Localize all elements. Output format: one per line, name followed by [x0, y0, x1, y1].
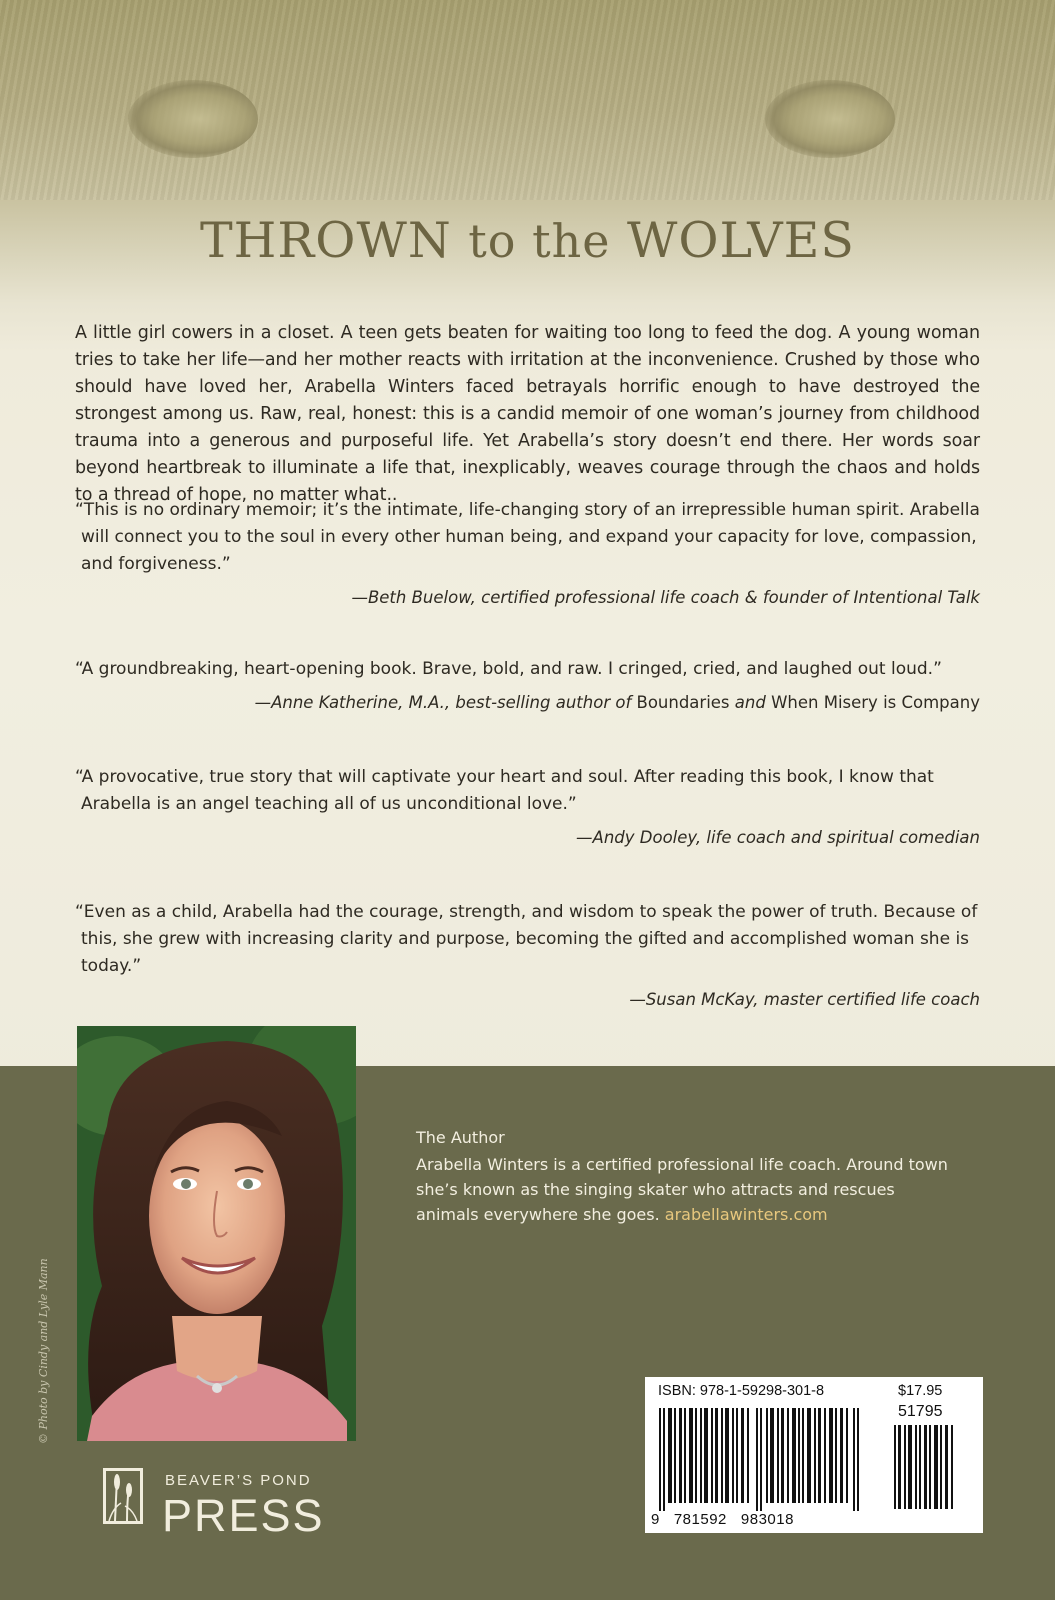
publisher-name-top: BEAVER’S POND	[165, 1472, 312, 1489]
cattail-logo-icon	[103, 1468, 143, 1524]
testimonial-4	[75, 899, 980, 1009]
book-blurb: A little girl cowers in a closet. A teen gets beaten for waiting too long to feed the dog. A young woman tries to take her life—and her mother reacts with irritation at the inconvenience. Crushed by those who should have loved her, Arabella Winters faced betrayals horrific enough to have destroyed the strongest among us. Raw, real, honest: this is a candid memoir of one woman’s journey from childhood trauma into a generous and purposeful life. Yet Arabella’s story doesn’t end there. Her words soar beyond heartbreak to illuminate a life that, inexplicably, weaves courage through the chaos and holds to a thread of hope, no matter what..	[75, 323, 980, 505]
wolf-left-eye	[128, 80, 258, 158]
testimonial-attribution: —Andy Dooley, life coach and spiritual comedian	[576, 828, 980, 847]
testimonial-2	[75, 656, 980, 712]
title-part-1: THROWN	[200, 212, 452, 269]
wolf-right-eye	[765, 80, 895, 158]
isbn-barcode	[659, 1408, 869, 1511]
book-title-boundaries: Boundaries	[636, 693, 730, 712]
photo-credit: © Photo by Cindy and Lyle Mann	[37, 1258, 50, 1444]
author-heading: The Author	[416, 1128, 505, 1147]
book-title	[0, 212, 1055, 269]
author-bio-text: Arabella Winters is a certified professional life coach. Around town she’s known as the singing skater who attracts and rescues animals everywhere she goes.	[416, 1155, 948, 1224]
publisher-name-bottom: PRESS	[162, 1490, 325, 1541]
barcode-box	[645, 1377, 983, 1533]
book-title-misery: When Misery is Company	[771, 693, 980, 712]
author-bio	[416, 1152, 956, 1227]
author-photo	[77, 1026, 356, 1441]
testimonial-attribution	[75, 693, 980, 712]
testimonial-quote: “A provocative, true story that will captivate your heart and soul. After reading this book, I know that Arabella is an angel teaching all of us unconditional love.”	[75, 767, 934, 814]
attribution-and: and	[734, 693, 766, 712]
author-website-link[interactable]: arabellawinters.com	[664, 1205, 828, 1224]
price: $17.95	[898, 1383, 943, 1399]
testimonial-attribution: —Beth Buelow, certified professional life coach & founder of Intentional Talk	[351, 588, 980, 607]
testimonial-attribution: —Susan McKay, master certified life coach	[629, 990, 980, 1009]
price-code: 51795	[898, 1403, 943, 1420]
testimonial-3	[75, 764, 980, 847]
attribution-prefix: —Anne Katherine, M.A., best-selling author of	[254, 693, 632, 712]
testimonial-quote: “A groundbreaking, heart-opening book. Brave, bold, and raw. I cringed, cried, and laughed out loud.”	[75, 659, 942, 679]
price-barcode	[894, 1425, 956, 1509]
testimonial-quote: “This is no ordinary memoir; it’s the intimate, life-changing story of an irrepressible human spirit. Arabella will connect you to the soul in every other human being, and expand your capacity for love, compassion, and forgiveness.”	[75, 500, 980, 574]
author-portrait	[77, 1026, 356, 1441]
isbn-label: ISBN: 978-1-59298-301-8	[658, 1383, 825, 1399]
barcode-digits: 9 781592 983018	[651, 1511, 794, 1528]
title-part-3: WOLVES	[627, 212, 855, 269]
testimonial-quote: “Even as a child, Arabella had the courage, strength, and wisdom to speak the power of truth. Because of this, she grew with increasing clarity and purpose, becoming the gifted and accomplished woman she is today.”	[75, 902, 978, 976]
testimonial-1	[75, 497, 980, 607]
title-part-2: to the	[468, 214, 611, 268]
